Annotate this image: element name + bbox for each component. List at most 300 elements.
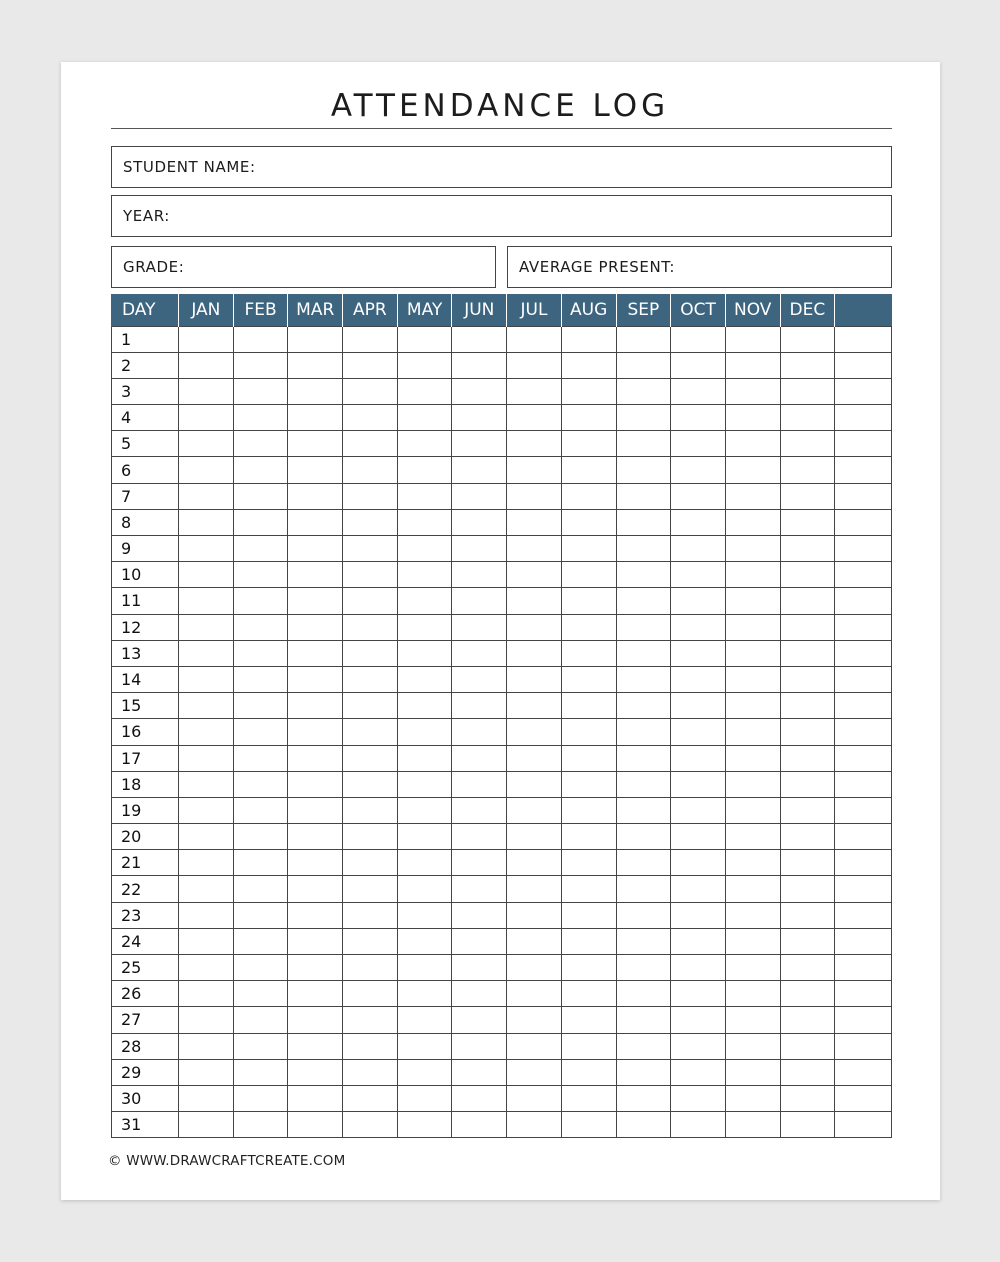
attendance-cell[interactable] xyxy=(835,824,892,850)
attendance-cell[interactable] xyxy=(397,588,452,614)
attendance-cell[interactable] xyxy=(397,902,452,928)
attendance-cell[interactable] xyxy=(780,955,835,981)
attendance-cell[interactable] xyxy=(671,666,726,692)
attendance-cell[interactable] xyxy=(507,928,562,954)
attendance-cell[interactable] xyxy=(616,1085,671,1111)
attendance-cell[interactable] xyxy=(561,588,616,614)
attendance-cell[interactable] xyxy=(179,640,234,666)
attendance-cell[interactable] xyxy=(397,457,452,483)
attendance-cell[interactable] xyxy=(780,562,835,588)
attendance-cell[interactable] xyxy=(179,588,234,614)
attendance-cell[interactable] xyxy=(616,457,671,483)
attendance-cell[interactable] xyxy=(452,509,507,535)
attendance-cell[interactable] xyxy=(616,902,671,928)
attendance-cell[interactable] xyxy=(835,431,892,457)
attendance-cell[interactable] xyxy=(343,745,398,771)
attendance-cell[interactable] xyxy=(507,1112,562,1138)
attendance-cell[interactable] xyxy=(507,902,562,928)
attendance-cell[interactable] xyxy=(780,876,835,902)
attendance-cell[interactable] xyxy=(671,1085,726,1111)
attendance-cell[interactable] xyxy=(835,902,892,928)
attendance-cell[interactable] xyxy=(507,666,562,692)
attendance-cell[interactable] xyxy=(343,562,398,588)
attendance-cell[interactable] xyxy=(561,666,616,692)
attendance-cell[interactable] xyxy=(835,483,892,509)
attendance-cell[interactable] xyxy=(725,640,780,666)
attendance-cell[interactable] xyxy=(288,1112,343,1138)
attendance-cell[interactable] xyxy=(725,431,780,457)
attendance-cell[interactable] xyxy=(507,378,562,404)
attendance-cell[interactable] xyxy=(452,326,507,352)
attendance-cell[interactable] xyxy=(179,797,234,823)
attendance-cell[interactable] xyxy=(561,876,616,902)
attendance-cell[interactable] xyxy=(179,457,234,483)
attendance-cell[interactable] xyxy=(780,902,835,928)
attendance-cell[interactable] xyxy=(233,536,288,562)
attendance-cell[interactable] xyxy=(343,1059,398,1085)
attendance-cell[interactable] xyxy=(561,405,616,431)
attendance-cell[interactable] xyxy=(780,666,835,692)
attendance-cell[interactable] xyxy=(616,1033,671,1059)
attendance-cell[interactable] xyxy=(288,824,343,850)
attendance-cell[interactable] xyxy=(835,797,892,823)
attendance-cell[interactable] xyxy=(233,509,288,535)
attendance-cell[interactable] xyxy=(725,693,780,719)
attendance-cell[interactable] xyxy=(179,693,234,719)
attendance-cell[interactable] xyxy=(835,1033,892,1059)
attendance-cell[interactable] xyxy=(288,588,343,614)
attendance-cell[interactable] xyxy=(452,405,507,431)
attendance-cell[interactable] xyxy=(616,876,671,902)
attendance-cell[interactable] xyxy=(835,771,892,797)
attendance-cell[interactable] xyxy=(288,981,343,1007)
attendance-cell[interactable] xyxy=(561,509,616,535)
attendance-cell[interactable] xyxy=(233,326,288,352)
attendance-cell[interactable] xyxy=(343,955,398,981)
attendance-cell[interactable] xyxy=(725,562,780,588)
attendance-cell[interactable] xyxy=(343,1085,398,1111)
attendance-cell[interactable] xyxy=(233,850,288,876)
attendance-cell[interactable] xyxy=(452,902,507,928)
attendance-cell[interactable] xyxy=(397,771,452,797)
attendance-cell[interactable] xyxy=(671,693,726,719)
attendance-cell[interactable] xyxy=(507,483,562,509)
attendance-cell[interactable] xyxy=(835,326,892,352)
attendance-cell[interactable] xyxy=(452,981,507,1007)
attendance-cell[interactable] xyxy=(233,771,288,797)
attendance-cell[interactable] xyxy=(507,588,562,614)
attendance-cell[interactable] xyxy=(397,483,452,509)
attendance-cell[interactable] xyxy=(288,483,343,509)
attendance-cell[interactable] xyxy=(288,562,343,588)
attendance-cell[interactable] xyxy=(561,1112,616,1138)
attendance-cell[interactable] xyxy=(343,1007,398,1033)
attendance-cell[interactable] xyxy=(233,902,288,928)
attendance-cell[interactable] xyxy=(561,352,616,378)
attendance-cell[interactable] xyxy=(288,457,343,483)
attendance-cell[interactable] xyxy=(616,378,671,404)
attendance-cell[interactable] xyxy=(835,562,892,588)
attendance-cell[interactable] xyxy=(452,1112,507,1138)
attendance-cell[interactable] xyxy=(561,1007,616,1033)
attendance-cell[interactable] xyxy=(343,614,398,640)
attendance-cell[interactable] xyxy=(179,431,234,457)
attendance-cell[interactable] xyxy=(671,771,726,797)
attendance-cell[interactable] xyxy=(616,850,671,876)
attendance-cell[interactable] xyxy=(452,745,507,771)
attendance-cell[interactable] xyxy=(343,431,398,457)
attendance-cell[interactable] xyxy=(835,614,892,640)
attendance-cell[interactable] xyxy=(780,1059,835,1085)
attendance-cell[interactable] xyxy=(616,745,671,771)
attendance-cell[interactable] xyxy=(780,1033,835,1059)
attendance-cell[interactable] xyxy=(780,824,835,850)
attendance-cell[interactable] xyxy=(616,405,671,431)
attendance-cell[interactable] xyxy=(507,431,562,457)
attendance-cell[interactable] xyxy=(561,562,616,588)
attendance-cell[interactable] xyxy=(233,562,288,588)
attendance-cell[interactable] xyxy=(179,378,234,404)
attendance-cell[interactable] xyxy=(780,981,835,1007)
attendance-cell[interactable] xyxy=(616,981,671,1007)
attendance-cell[interactable] xyxy=(233,1033,288,1059)
attendance-cell[interactable] xyxy=(725,457,780,483)
attendance-cell[interactable] xyxy=(780,536,835,562)
attendance-cell[interactable] xyxy=(179,745,234,771)
attendance-cell[interactable] xyxy=(561,1085,616,1111)
attendance-cell[interactable] xyxy=(452,457,507,483)
attendance-cell[interactable] xyxy=(780,588,835,614)
attendance-cell[interactable] xyxy=(725,902,780,928)
attendance-cell[interactable] xyxy=(616,588,671,614)
attendance-cell[interactable] xyxy=(507,719,562,745)
attendance-cell[interactable] xyxy=(397,431,452,457)
attendance-cell[interactable] xyxy=(288,536,343,562)
grade-field[interactable] xyxy=(111,246,496,288)
attendance-cell[interactable] xyxy=(725,666,780,692)
attendance-cell[interactable] xyxy=(780,405,835,431)
attendance-cell[interactable] xyxy=(343,824,398,850)
attendance-cell[interactable] xyxy=(452,955,507,981)
attendance-cell[interactable] xyxy=(725,326,780,352)
attendance-cell[interactable] xyxy=(780,509,835,535)
attendance-cell[interactable] xyxy=(561,536,616,562)
attendance-cell[interactable] xyxy=(288,693,343,719)
attendance-cell[interactable] xyxy=(780,640,835,666)
attendance-cell[interactable] xyxy=(616,693,671,719)
attendance-cell[interactable] xyxy=(179,771,234,797)
attendance-cell[interactable] xyxy=(507,405,562,431)
attendance-cell[interactable] xyxy=(780,719,835,745)
attendance-cell[interactable] xyxy=(835,1112,892,1138)
attendance-cell[interactable] xyxy=(452,640,507,666)
attendance-cell[interactable] xyxy=(233,1085,288,1111)
attendance-cell[interactable] xyxy=(725,352,780,378)
attendance-cell[interactable] xyxy=(179,1112,234,1138)
attendance-cell[interactable] xyxy=(561,614,616,640)
attendance-cell[interactable] xyxy=(288,955,343,981)
attendance-cell[interactable] xyxy=(452,562,507,588)
attendance-cell[interactable] xyxy=(507,955,562,981)
attendance-cell[interactable] xyxy=(397,326,452,352)
attendance-cell[interactable] xyxy=(561,693,616,719)
attendance-cell[interactable] xyxy=(671,824,726,850)
attendance-cell[interactable] xyxy=(233,745,288,771)
attendance-cell[interactable] xyxy=(233,352,288,378)
attendance-cell[interactable] xyxy=(288,378,343,404)
attendance-cell[interactable] xyxy=(725,1033,780,1059)
attendance-cell[interactable] xyxy=(725,378,780,404)
attendance-cell[interactable] xyxy=(671,614,726,640)
attendance-cell[interactable] xyxy=(507,797,562,823)
attendance-cell[interactable] xyxy=(671,797,726,823)
attendance-cell[interactable] xyxy=(835,693,892,719)
attendance-cell[interactable] xyxy=(288,902,343,928)
attendance-cell[interactable] xyxy=(725,1085,780,1111)
attendance-cell[interactable] xyxy=(343,326,398,352)
attendance-cell[interactable] xyxy=(233,666,288,692)
attendance-cell[interactable] xyxy=(671,955,726,981)
attendance-cell[interactable] xyxy=(343,719,398,745)
attendance-cell[interactable] xyxy=(343,693,398,719)
attendance-cell[interactable] xyxy=(343,352,398,378)
attendance-cell[interactable] xyxy=(397,955,452,981)
attendance-cell[interactable] xyxy=(452,850,507,876)
attendance-cell[interactable] xyxy=(397,928,452,954)
attendance-cell[interactable] xyxy=(725,850,780,876)
attendance-cell[interactable] xyxy=(179,1007,234,1033)
attendance-cell[interactable] xyxy=(452,824,507,850)
attendance-cell[interactable] xyxy=(179,562,234,588)
attendance-cell[interactable] xyxy=(179,850,234,876)
attendance-cell[interactable] xyxy=(780,745,835,771)
attendance-cell[interactable] xyxy=(179,928,234,954)
attendance-cell[interactable] xyxy=(780,928,835,954)
attendance-cell[interactable] xyxy=(561,824,616,850)
attendance-cell[interactable] xyxy=(233,614,288,640)
attendance-cell[interactable] xyxy=(343,483,398,509)
attendance-cell[interactable] xyxy=(616,562,671,588)
attendance-cell[interactable] xyxy=(179,509,234,535)
attendance-cell[interactable] xyxy=(835,719,892,745)
attendance-cell[interactable] xyxy=(288,1007,343,1033)
attendance-cell[interactable] xyxy=(507,352,562,378)
attendance-cell[interactable] xyxy=(671,981,726,1007)
attendance-cell[interactable] xyxy=(725,483,780,509)
attendance-cell[interactable] xyxy=(835,1085,892,1111)
attendance-cell[interactable] xyxy=(343,902,398,928)
attendance-cell[interactable] xyxy=(507,1007,562,1033)
attendance-cell[interactable] xyxy=(835,745,892,771)
attendance-cell[interactable] xyxy=(725,1007,780,1033)
attendance-cell[interactable] xyxy=(452,352,507,378)
attendance-cell[interactable] xyxy=(507,824,562,850)
attendance-cell[interactable] xyxy=(780,483,835,509)
attendance-cell[interactable] xyxy=(835,1059,892,1085)
attendance-cell[interactable] xyxy=(780,431,835,457)
attendance-cell[interactable] xyxy=(671,640,726,666)
attendance-cell[interactable] xyxy=(725,745,780,771)
attendance-cell[interactable] xyxy=(507,745,562,771)
attendance-cell[interactable] xyxy=(835,588,892,614)
attendance-cell[interactable] xyxy=(452,928,507,954)
attendance-cell[interactable] xyxy=(725,981,780,1007)
attendance-cell[interactable] xyxy=(233,693,288,719)
attendance-cell[interactable] xyxy=(397,666,452,692)
attendance-cell[interactable] xyxy=(507,693,562,719)
attendance-cell[interactable] xyxy=(616,666,671,692)
attendance-cell[interactable] xyxy=(452,1085,507,1111)
attendance-cell[interactable] xyxy=(616,797,671,823)
attendance-cell[interactable] xyxy=(616,928,671,954)
attendance-cell[interactable] xyxy=(780,1085,835,1111)
attendance-cell[interactable] xyxy=(780,614,835,640)
attendance-cell[interactable] xyxy=(561,1059,616,1085)
attendance-cell[interactable] xyxy=(507,876,562,902)
average-present-field[interactable] xyxy=(507,246,892,288)
attendance-cell[interactable] xyxy=(507,614,562,640)
attendance-cell[interactable] xyxy=(671,509,726,535)
attendance-cell[interactable] xyxy=(179,326,234,352)
attendance-cell[interactable] xyxy=(397,1059,452,1085)
attendance-cell[interactable] xyxy=(452,797,507,823)
attendance-cell[interactable] xyxy=(288,640,343,666)
attendance-cell[interactable] xyxy=(288,405,343,431)
attendance-cell[interactable] xyxy=(452,771,507,797)
attendance-cell[interactable] xyxy=(507,1033,562,1059)
attendance-cell[interactable] xyxy=(233,483,288,509)
attendance-cell[interactable] xyxy=(397,981,452,1007)
attendance-cell[interactable] xyxy=(671,850,726,876)
attendance-cell[interactable] xyxy=(233,797,288,823)
attendance-cell[interactable] xyxy=(452,876,507,902)
attendance-cell[interactable] xyxy=(780,1112,835,1138)
attendance-cell[interactable] xyxy=(288,1033,343,1059)
attendance-cell[interactable] xyxy=(233,719,288,745)
attendance-cell[interactable] xyxy=(561,326,616,352)
attendance-cell[interactable] xyxy=(561,1033,616,1059)
attendance-cell[interactable] xyxy=(397,876,452,902)
attendance-cell[interactable] xyxy=(616,640,671,666)
attendance-cell[interactable] xyxy=(452,666,507,692)
attendance-cell[interactable] xyxy=(179,719,234,745)
attendance-cell[interactable] xyxy=(397,352,452,378)
attendance-cell[interactable] xyxy=(671,928,726,954)
attendance-cell[interactable] xyxy=(671,457,726,483)
attendance-cell[interactable] xyxy=(671,378,726,404)
attendance-cell[interactable] xyxy=(179,1085,234,1111)
attendance-cell[interactable] xyxy=(725,771,780,797)
attendance-cell[interactable] xyxy=(288,876,343,902)
attendance-cell[interactable] xyxy=(397,719,452,745)
attendance-cell[interactable] xyxy=(507,457,562,483)
attendance-cell[interactable] xyxy=(561,745,616,771)
attendance-cell[interactable] xyxy=(343,509,398,535)
attendance-cell[interactable] xyxy=(561,719,616,745)
attendance-cell[interactable] xyxy=(233,640,288,666)
attendance-cell[interactable] xyxy=(507,562,562,588)
attendance-cell[interactable] xyxy=(452,588,507,614)
attendance-cell[interactable] xyxy=(179,536,234,562)
attendance-cell[interactable] xyxy=(671,588,726,614)
attendance-cell[interactable] xyxy=(288,850,343,876)
attendance-cell[interactable] xyxy=(561,771,616,797)
attendance-cell[interactable] xyxy=(835,955,892,981)
attendance-cell[interactable] xyxy=(507,771,562,797)
attendance-cell[interactable] xyxy=(452,536,507,562)
year-field[interactable] xyxy=(111,195,892,237)
attendance-cell[interactable] xyxy=(452,1033,507,1059)
attendance-cell[interactable] xyxy=(452,431,507,457)
attendance-cell[interactable] xyxy=(616,824,671,850)
attendance-cell[interactable] xyxy=(288,719,343,745)
attendance-cell[interactable] xyxy=(179,614,234,640)
attendance-cell[interactable] xyxy=(561,378,616,404)
attendance-cell[interactable] xyxy=(671,352,726,378)
attendance-cell[interactable] xyxy=(179,405,234,431)
attendance-cell[interactable] xyxy=(725,405,780,431)
attendance-cell[interactable] xyxy=(397,640,452,666)
attendance-cell[interactable] xyxy=(233,876,288,902)
attendance-cell[interactable] xyxy=(507,981,562,1007)
attendance-cell[interactable] xyxy=(780,1007,835,1033)
attendance-cell[interactable] xyxy=(725,876,780,902)
attendance-cell[interactable] xyxy=(397,1085,452,1111)
attendance-cell[interactable] xyxy=(561,431,616,457)
attendance-cell[interactable] xyxy=(452,693,507,719)
attendance-cell[interactable] xyxy=(233,824,288,850)
attendance-cell[interactable] xyxy=(616,955,671,981)
attendance-cell[interactable] xyxy=(179,824,234,850)
attendance-cell[interactable] xyxy=(671,562,726,588)
attendance-cell[interactable] xyxy=(233,1059,288,1085)
attendance-cell[interactable] xyxy=(288,431,343,457)
attendance-cell[interactable] xyxy=(671,1033,726,1059)
attendance-cell[interactable] xyxy=(343,981,398,1007)
attendance-cell[interactable] xyxy=(233,1007,288,1033)
attendance-cell[interactable] xyxy=(507,1085,562,1111)
attendance-cell[interactable] xyxy=(452,719,507,745)
attendance-cell[interactable] xyxy=(507,326,562,352)
attendance-cell[interactable] xyxy=(835,981,892,1007)
attendance-cell[interactable] xyxy=(725,1059,780,1085)
attendance-cell[interactable] xyxy=(179,876,234,902)
attendance-cell[interactable] xyxy=(725,928,780,954)
attendance-cell[interactable] xyxy=(288,666,343,692)
attendance-cell[interactable] xyxy=(561,640,616,666)
attendance-cell[interactable] xyxy=(671,876,726,902)
attendance-cell[interactable] xyxy=(397,745,452,771)
attendance-cell[interactable] xyxy=(780,457,835,483)
attendance-cell[interactable] xyxy=(397,850,452,876)
attendance-cell[interactable] xyxy=(179,955,234,981)
attendance-cell[interactable] xyxy=(179,483,234,509)
attendance-cell[interactable] xyxy=(507,536,562,562)
attendance-cell[interactable] xyxy=(671,1059,726,1085)
attendance-cell[interactable] xyxy=(343,457,398,483)
attendance-cell[interactable] xyxy=(343,928,398,954)
attendance-cell[interactable] xyxy=(179,666,234,692)
attendance-cell[interactable] xyxy=(561,457,616,483)
attendance-cell[interactable] xyxy=(179,1033,234,1059)
attendance-cell[interactable] xyxy=(288,326,343,352)
attendance-cell[interactable] xyxy=(561,797,616,823)
attendance-cell[interactable] xyxy=(671,431,726,457)
attendance-cell[interactable] xyxy=(288,928,343,954)
attendance-cell[interactable] xyxy=(835,1007,892,1033)
attendance-cell[interactable] xyxy=(288,797,343,823)
attendance-cell[interactable] xyxy=(671,719,726,745)
